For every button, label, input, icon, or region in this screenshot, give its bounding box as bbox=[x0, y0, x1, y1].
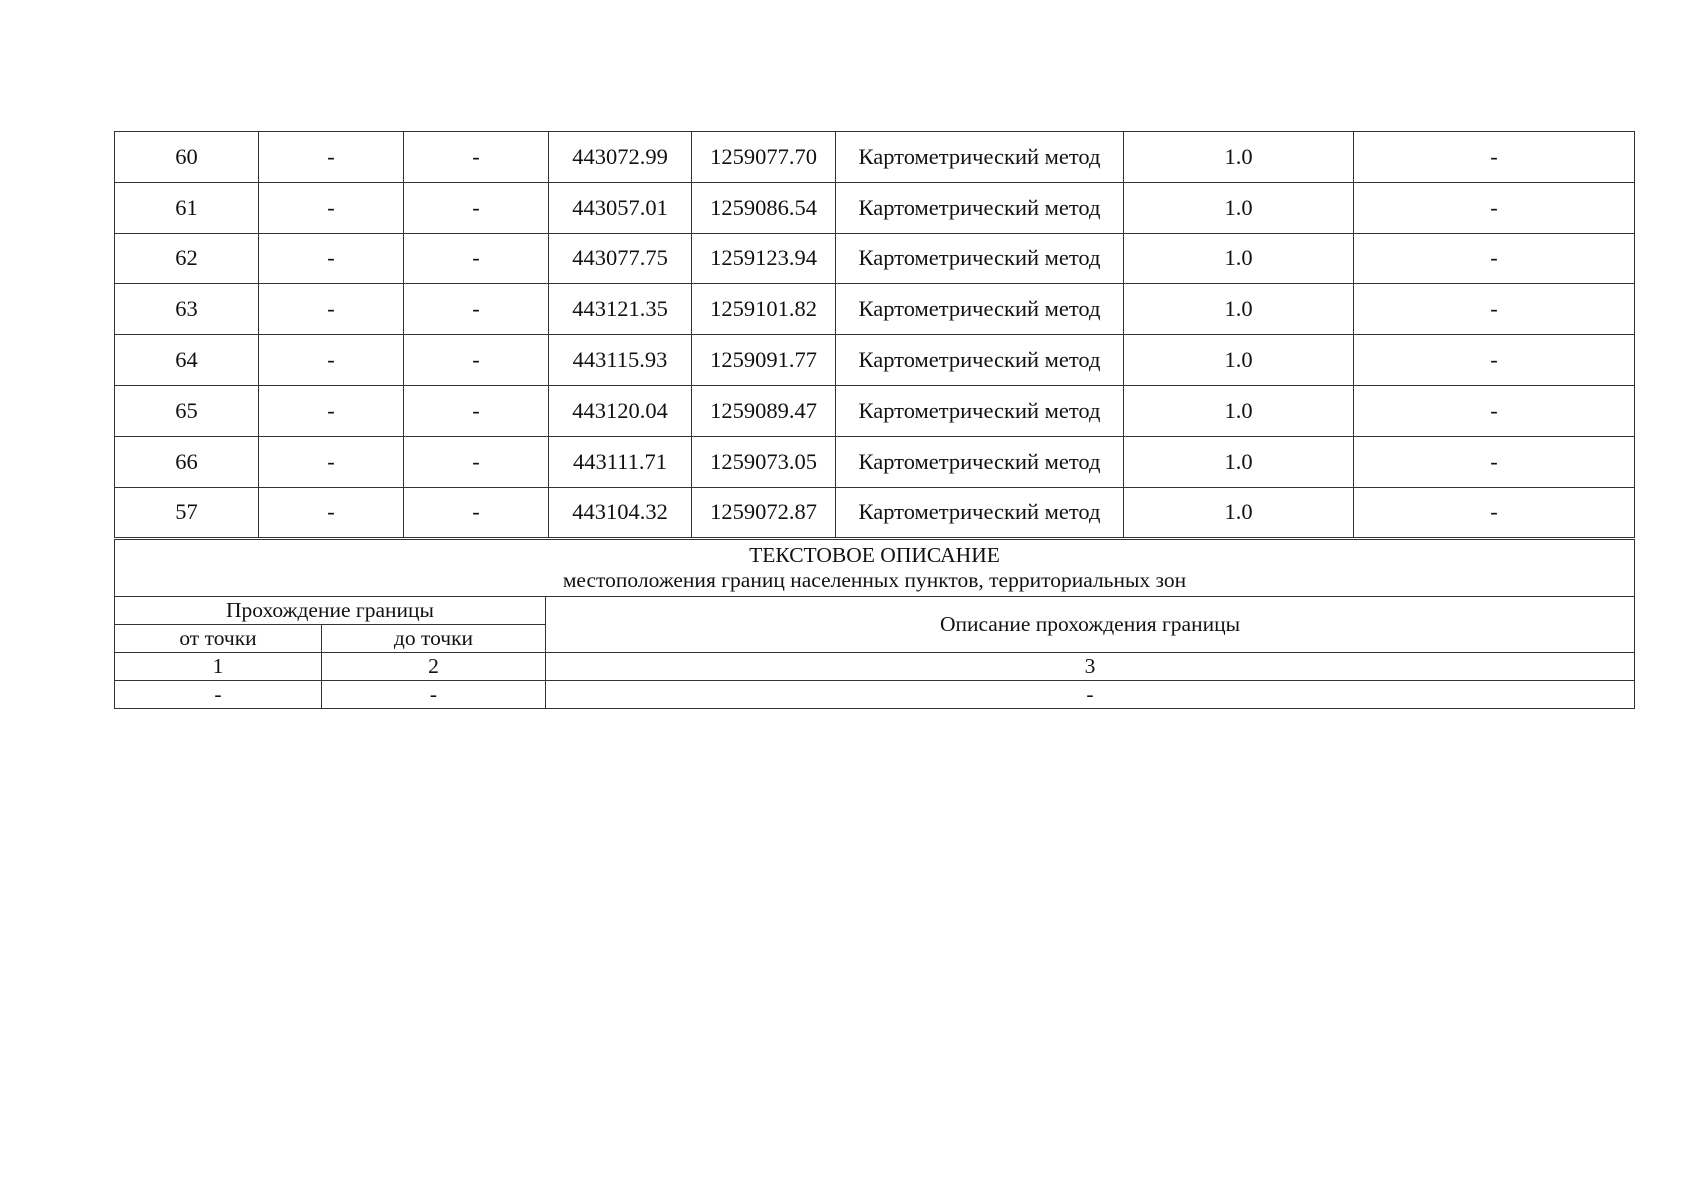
x-coordinate-cell: 443104.32 bbox=[549, 487, 692, 538]
old-y-cell: - bbox=[404, 233, 549, 284]
accuracy-cell: 1.0 bbox=[1124, 385, 1354, 436]
old-x-cell: - bbox=[259, 385, 404, 436]
y-coordinate-cell: 1259123.94 bbox=[692, 233, 836, 284]
to-point-header: до точки bbox=[322, 625, 546, 653]
method-cell: Картометрический метод bbox=[836, 284, 1124, 335]
y-coordinate-cell: 1259077.70 bbox=[692, 132, 836, 183]
old-x-cell: - bbox=[259, 436, 404, 487]
point-number-cell: 64 bbox=[115, 335, 259, 386]
header-row-1 bbox=[115, 597, 1635, 625]
x-coordinate-cell: 443121.35 bbox=[549, 284, 692, 335]
old-x-cell: - bbox=[259, 233, 404, 284]
description-value: - bbox=[546, 681, 1635, 709]
point-description-cell: - bbox=[1354, 385, 1635, 436]
text-description-title-cell bbox=[115, 540, 1635, 597]
column-number-2: 2 bbox=[322, 653, 546, 681]
method-cell: Картометрический метод bbox=[836, 182, 1124, 233]
point-number-cell: 60 bbox=[115, 132, 259, 183]
point-number-cell: 57 bbox=[115, 487, 259, 538]
description-value-row bbox=[115, 681, 1635, 709]
table-row bbox=[115, 436, 1635, 487]
y-coordinate-cell: 1259072.87 bbox=[692, 487, 836, 538]
y-coordinate-cell: 1259089.47 bbox=[692, 385, 836, 436]
accuracy-cell: 1.0 bbox=[1124, 284, 1354, 335]
boundary-passage-header: Прохождение границы bbox=[115, 597, 546, 625]
to-point-value: - bbox=[322, 681, 546, 709]
accuracy-cell: 1.0 bbox=[1124, 132, 1354, 183]
coordinates-table-body bbox=[115, 132, 1635, 538]
point-description-cell: - bbox=[1354, 487, 1635, 538]
point-description-cell: - bbox=[1354, 132, 1635, 183]
accuracy-cell: 1.0 bbox=[1124, 182, 1354, 233]
table-row bbox=[115, 284, 1635, 335]
from-point-value: - bbox=[115, 681, 322, 709]
text-description-subtitle: местоположения границ населенных пунктов, территориальных зон bbox=[562, 568, 1187, 592]
old-y-cell: - bbox=[404, 132, 549, 183]
old-y-cell: - bbox=[404, 385, 549, 436]
accuracy-cell: 1.0 bbox=[1124, 335, 1354, 386]
old-y-cell: - bbox=[404, 182, 549, 233]
table-row bbox=[115, 233, 1635, 284]
method-cell: Картометрический метод bbox=[836, 132, 1124, 183]
point-number-cell: 66 bbox=[115, 436, 259, 487]
method-cell: Картометрический метод bbox=[836, 487, 1124, 538]
point-description-cell: - bbox=[1354, 284, 1635, 335]
accuracy-cell: 1.0 bbox=[1124, 233, 1354, 284]
old-y-cell: - bbox=[404, 284, 549, 335]
text-description-title: ТЕКСТОВОЕ ОПИСАНИЕ bbox=[749, 543, 1000, 568]
column-number-3: 3 bbox=[546, 653, 1635, 681]
table-row bbox=[115, 182, 1635, 233]
method-cell: Картометрический метод bbox=[836, 335, 1124, 386]
point-number-cell: 65 bbox=[115, 385, 259, 436]
old-y-cell: - bbox=[404, 487, 549, 538]
column-number-row bbox=[115, 653, 1635, 681]
point-description-cell: - bbox=[1354, 182, 1635, 233]
column-number-1: 1 bbox=[115, 653, 322, 681]
y-coordinate-cell: 1259073.05 bbox=[692, 436, 836, 487]
point-description-cell: - bbox=[1354, 233, 1635, 284]
y-coordinate-cell: 1259101.82 bbox=[692, 284, 836, 335]
x-coordinate-cell: 443111.71 bbox=[549, 436, 692, 487]
point-description-cell: - bbox=[1354, 436, 1635, 487]
accuracy-cell: 1.0 bbox=[1124, 436, 1354, 487]
table-row bbox=[115, 385, 1635, 436]
point-number-cell: 63 bbox=[115, 284, 259, 335]
point-number-cell: 61 bbox=[115, 182, 259, 233]
point-description-cell: - bbox=[1354, 335, 1635, 386]
text-description-title-row bbox=[115, 540, 1635, 597]
x-coordinate-cell: 443077.75 bbox=[549, 233, 692, 284]
old-y-cell: - bbox=[404, 436, 549, 487]
coordinates-table bbox=[114, 131, 1635, 538]
x-coordinate-cell: 443057.01 bbox=[549, 182, 692, 233]
boundary-description-header: Описание прохождения границы bbox=[546, 597, 1635, 653]
table-row bbox=[115, 487, 1635, 538]
y-coordinate-cell: 1259086.54 bbox=[692, 182, 836, 233]
point-number-cell: 62 bbox=[115, 233, 259, 284]
old-y-cell: - bbox=[404, 335, 549, 386]
accuracy-cell: 1.0 bbox=[1124, 487, 1354, 538]
from-point-header: от точки bbox=[115, 625, 322, 653]
method-cell: Картометрический метод bbox=[836, 233, 1124, 284]
text-description-table bbox=[114, 539, 1635, 709]
table-row bbox=[115, 132, 1635, 183]
y-coordinate-cell: 1259091.77 bbox=[692, 335, 836, 386]
x-coordinate-cell: 443072.99 bbox=[549, 132, 692, 183]
method-cell: Картометрический метод bbox=[836, 385, 1124, 436]
x-coordinate-cell: 443120.04 bbox=[549, 385, 692, 436]
old-x-cell: - bbox=[259, 132, 404, 183]
old-x-cell: - bbox=[259, 182, 404, 233]
method-cell: Картометрический метод bbox=[836, 436, 1124, 487]
table-row bbox=[115, 335, 1635, 386]
old-x-cell: - bbox=[259, 487, 404, 538]
old-x-cell: - bbox=[259, 284, 404, 335]
old-x-cell: - bbox=[259, 335, 404, 386]
x-coordinate-cell: 443115.93 bbox=[549, 335, 692, 386]
